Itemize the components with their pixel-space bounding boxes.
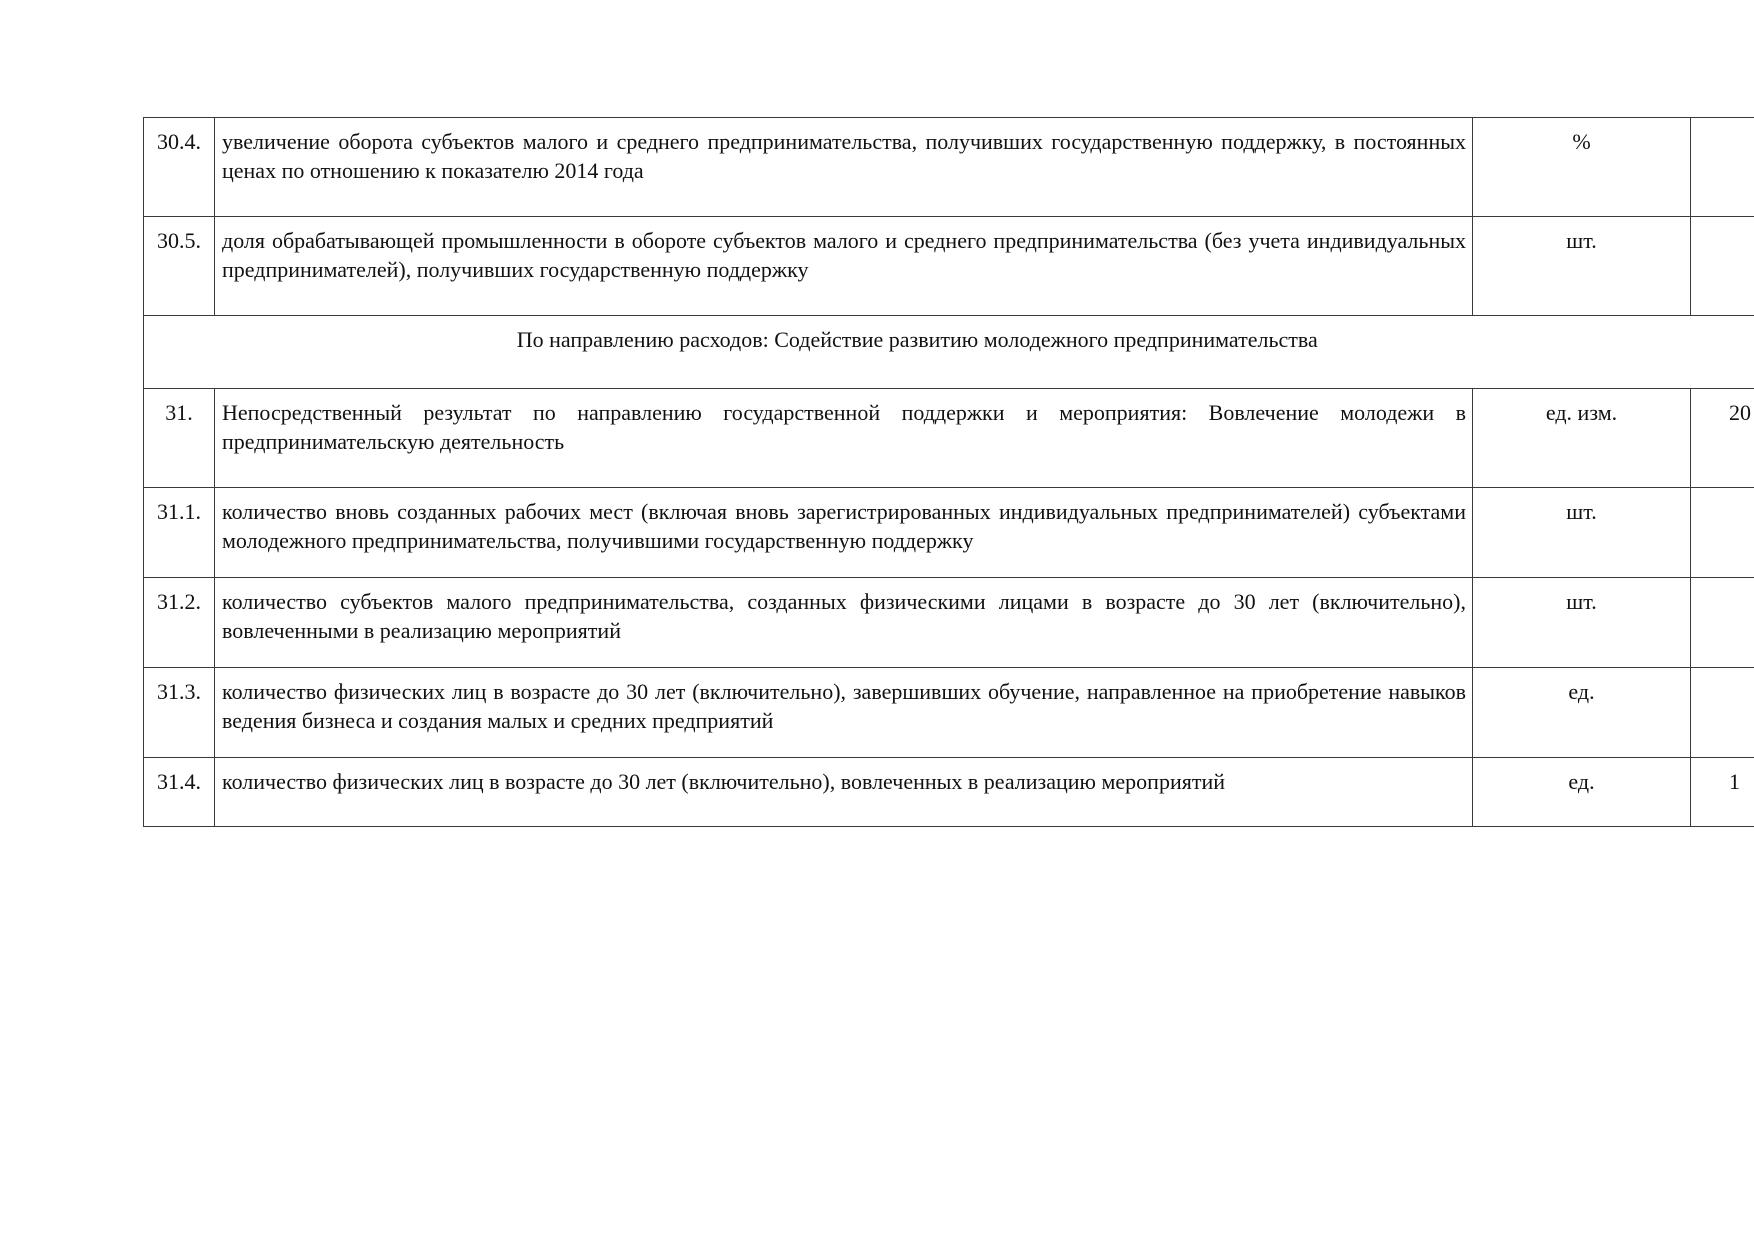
indicators-table bbox=[143, 117, 1754, 827]
value-cell bbox=[1691, 217, 1754, 316]
indicator-description: Непосредственный результат по направлению государственной поддержки и мероприятия: Вовлечение молодежи в предпринимательскую деятельность bbox=[215, 389, 1473, 488]
row-number: 30.4. bbox=[144, 118, 215, 217]
value-cell: 1 bbox=[1691, 758, 1754, 827]
table-row bbox=[144, 758, 1754, 827]
indicator-description: увеличение оборота субъектов малого и среднего предпринимательства, получивших государственную поддержку, в постоянных ценах по отношению к показателю 2014 года bbox=[215, 118, 1473, 217]
row-number: 31.3. bbox=[144, 668, 215, 758]
value-cell bbox=[1691, 578, 1754, 668]
row-number: 31. bbox=[144, 389, 215, 488]
row-number: 31.4. bbox=[144, 758, 215, 827]
row-number: 31.2. bbox=[144, 578, 215, 668]
value-cell: 20 bbox=[1691, 389, 1754, 488]
table-row bbox=[144, 118, 1754, 217]
value-cell bbox=[1691, 118, 1754, 217]
indicator-description: количество субъектов малого предпринимательства, созданных физическими лицами в возрасте до 30 лет (включительно), вовлеченными в реализацию мероприятий bbox=[215, 578, 1473, 668]
indicator-description: количество физических лиц в возрасте до 30 лет (включительно), завершивших обучение, направленное на приобретение навыков ведения бизнеса и создания малых и средних предприятий bbox=[215, 668, 1473, 758]
table-row bbox=[144, 217, 1754, 316]
table-row bbox=[144, 578, 1754, 668]
row-number: 30.5. bbox=[144, 217, 215, 316]
section-row bbox=[144, 316, 1754, 389]
section-header-tail bbox=[1691, 316, 1754, 389]
section-header: По направлению расходов: Содействие развитию молодежного предпринимательства bbox=[144, 316, 1691, 389]
value-cell bbox=[1691, 668, 1754, 758]
indicator-description: количество вновь созданных рабочих мест (включая вновь зарегистрированных индивидуальных предпринимателей) субъектами молодежного предпринимательства, получившими государственную поддержку bbox=[215, 488, 1473, 578]
unit-of-measure: шт. bbox=[1473, 217, 1691, 316]
table-row bbox=[144, 488, 1754, 578]
table-row bbox=[144, 668, 1754, 758]
indicator-description: количество физических лиц в возрасте до 30 лет (включительно), вовлеченных в реализацию мероприятий bbox=[215, 758, 1473, 827]
table-row bbox=[144, 389, 1754, 488]
unit-of-measure: шт. bbox=[1473, 488, 1691, 578]
indicator-description: доля обрабатывающей промышленности в обороте субъектов малого и среднего предпринимательства (без учета индивидуальных предпринимателей), получивших государственную поддержку bbox=[215, 217, 1473, 316]
value-cell bbox=[1691, 488, 1754, 578]
unit-of-measure: шт. bbox=[1473, 578, 1691, 668]
unit-of-measure: ед. bbox=[1473, 758, 1691, 827]
unit-of-measure: % bbox=[1473, 118, 1691, 217]
row-number: 31.1. bbox=[144, 488, 215, 578]
unit-of-measure: ед. bbox=[1473, 668, 1691, 758]
unit-of-measure: ед. изм. bbox=[1473, 389, 1691, 488]
